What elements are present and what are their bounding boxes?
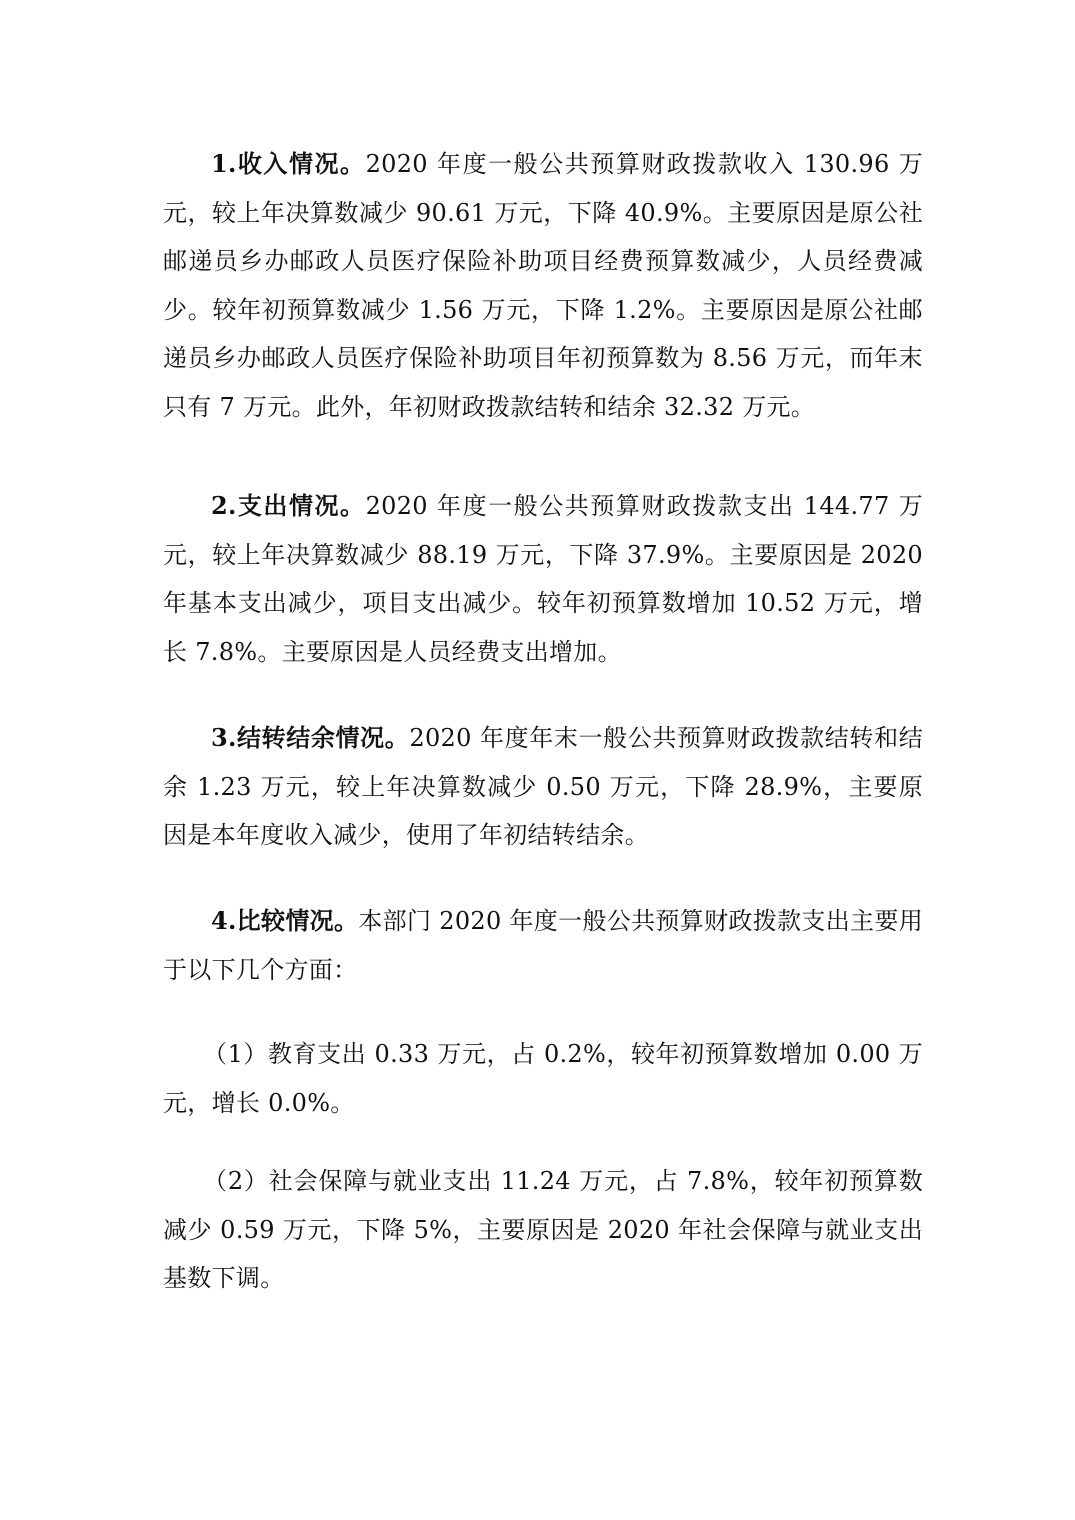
paragraph-social-security-item [163,1157,923,1303]
paragraph-comparison [163,897,923,994]
paragraph-lead: 3.结转结余情况。 [211,723,410,752]
paragraph-text: （1）教育支出 0.33 万元，占 0.2%，较年初预算数增加 0.00 万 元，增长 0.0%。 [163,1040,923,1117]
paragraph-text: 2020 年度年末一般公共预算财政拨款结转和结余 1.23 万元，较上年决算数减少 0.50 万元，下降 28.9%，主要原因是本年度收入减少，使用了年初结转结余。 [163,724,923,849]
paragraph-expenditure [163,482,923,676]
paragraph-education-item [163,1030,923,1127]
paragraph-text: 2020 年度一般公共预算财政拨款收入 130.96 万元，较上年决算数减少 90.61 万元，下降 40.9%。主要原因是原公社邮递员乡办邮政人员医疗保险补助项目经费预算数减少，人员经费减少。较年初预算数减少 1.56 万元，下降 1.2%。主要原因是原公社邮递员乡办邮政人员医疗保险补助项目年初预算数为 8.56 万元，而年末只有 7 万元。此外，年初财政拨款结转和结余 32.32 万元。 [163,150,923,421]
paragraph-text: 2020 年度一般公共预算财政拨款支出 144.77 万元，较上年决算数减少 88.19 万元，下降 37.9%。主要原因是 2020 年基本支出减少，项目支出减少。较年初预算数增加 10.52 万元，增长 7.8%。主要原因是人员经费支出增加。 [163,492,923,666]
paragraph-income [163,140,923,431]
paragraph-lead: 2.支出情况。 [211,491,366,520]
paragraph-text: 本部门 2020 年度一般公共预算财政拨款支出主要用于以下几个方面： [163,907,923,984]
paragraph-carryover [163,714,923,860]
paragraph-lead: 4.比较情况。 [211,906,359,935]
paragraph-lead: 1.收入情况。 [211,149,366,178]
paragraph-text: （2）社会保障与就业支出 11.24 万元，占 7.8%，较年初预算数减少 0.59 万元，下降 5%，主要原因是 2020 年社会保障与就业支出基数下调。 [163,1167,923,1292]
